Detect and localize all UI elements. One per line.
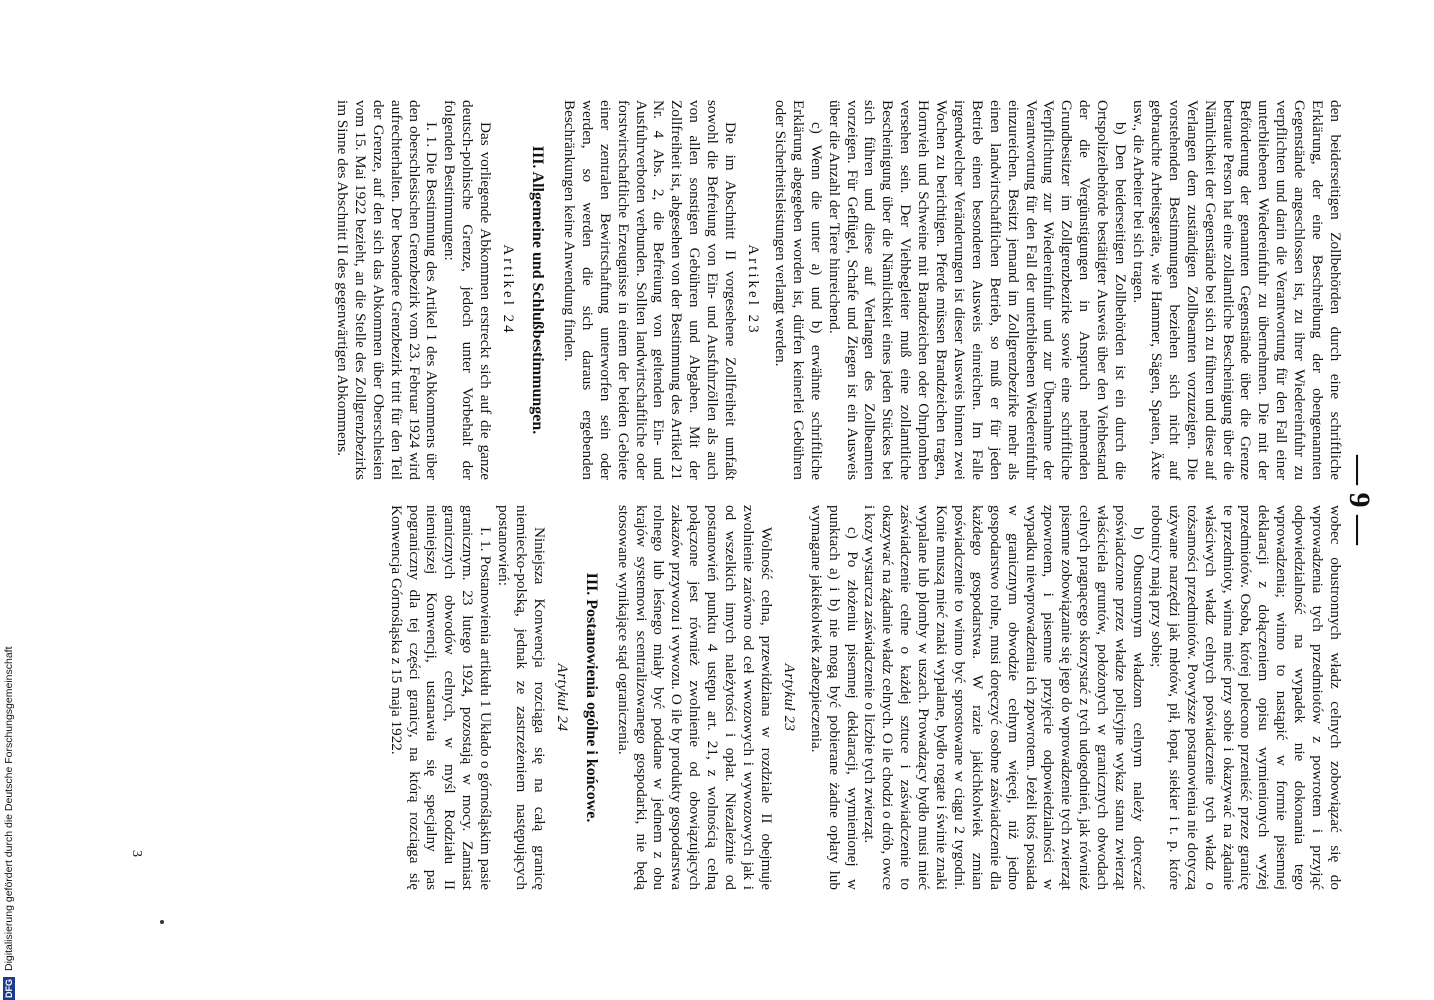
german-paragraph-1: den beiderseitigen Zollbehörden durch eine schriftliche Erklärung, der eine Beschreibung der obengenannten Gegenstände angeschlossen ist, zu ihrer Wiedereinfuhr zu verpflichten und darin die Verantwortung für den Fall einer unterbliebenen Wiedereinfuhr zu übernehmen. Die mit der Beförderung der genannten Gegenstände über die Grenze betraute Person hat eine zollamtliche Bescheinigung über die Nämlichkeit der Gegenstände bei sich zu führen und diese auf Verlangen dem zuständigen Zollbeamten vorzuzeigen. Die vorstehenden Bestimmungen beziehen sich nicht auf gebrauchte Arbeitsgeräte, wie Hammer, Sägen, Spaten, Äxte usw., die Arbeiter bei sich tragen. bbox=[1130, 100, 1344, 480]
german-column bbox=[333, 100, 1344, 480]
digitization-credit bbox=[2, 15, 16, 1000]
polish-paragraph-6: I. 1. Postanowienia artikułu 1 Układo o górnośląskim pasie granicznym. 23 lutego 1924, pozostają w mocy. Zamiast granicznych obwodów celnych, w myśl Rodziału II niemiejszej Konwencji, ustanawia się specjalny pas pograniczny dla tej części granicy, na którą rozciąga się Konwencja Górnośląska z 15 maja 1922. bbox=[387, 505, 495, 890]
german-article-24-heading: Artikel 24 bbox=[500, 244, 517, 336]
polish-article-24-heading: Artykuł 24 bbox=[553, 663, 570, 732]
german-paragraph-5: Das vorliegende Abkommen erstreckt sich auf die ganze deutsch-polnische Grenze, jedoch unter Vorbehalt der folgenden Bestimmungen: bbox=[441, 100, 495, 480]
polish-paragraph-5: Niniejsza Konwencja rozciąga się na całą granicę niemiecko-polską, jednak ze zastrzeżeniem następujących postanowień: bbox=[495, 505, 548, 890]
footer-page-number: 3 bbox=[129, 850, 144, 857]
polish-article-23-heading: Artykuł 23 bbox=[780, 663, 797, 732]
german-section-heading: III. Allgemeine und Schlußbestimmungen. bbox=[529, 145, 547, 435]
digitization-credit-text: Digitalisierung gefördert durch die Deutsche Forschungsgemeinschaft bbox=[3, 646, 15, 971]
german-paragraph-3: c) Wenn die unter a) und b) erwähnte schriftliche Erklärung abgegeben worden ist, dürfen keinerlei Gebühren oder Sicherheitsleistungen verlangt werden. bbox=[771, 100, 825, 480]
polish-section-heading: III. Postanowienia ogólne i końcowe. bbox=[582, 572, 600, 823]
polish-paragraph-2: b) Obustronnym władzom celnym należy doręczać poświadczone przez władze policyjne wykaz stanu zwierząt właściciela gruntów, położonych w granicznych obwodach celnych pragnącego skorzystać z tych udogodnień, jak również pisemne zobowiązanie się jego do wprowadzenie tych zwierząt zpowrotem, i pisemne przyjęcie odpowiedzialności w wypadku niewprowadzenia ich zpowrotem. Jeżeli ktoś posiada w granicznym obwodzie celnym więcej, niż jedno gospodarstwo rolne, musi doręczyć osobne zaświadczenie dla każdego gospodarstwa. W razie jakichkolwiek zmian poświadczenie to winno być sprostowane w ciągu 2 tygodni. Konie muszą mieć znaki wypalane, bydło rogate i świnie znaki wypalane lub plomby w uszach. Prowadzący bydło musi mieć zaświadczenie celne o każdej sztuce i zaświadczenie to okazywać na żądanie władz celnych. O ile chodzi o drób, owce i kozy wystarcza zaświadczenie o liczbie tych zwierząt. bbox=[861, 505, 1148, 891]
dfg-logo: DFG bbox=[4, 979, 14, 998]
polish-paragraph-1: wobec obustronnych władz celnych zobowiązać się do wprowadzenia tych przedmiotów z powrotem i przyjąć odpowiedzialność na wypadek nie dokonania tego wprowadzenia; winno to nastąpić w formie pisemnej deklaracji z dołączeniem opisu wymienionych wyżej przedmiotów. Osoba, której polecono przenieść przez granicę te przedmioty, winna mieć przy sobie i okazywać na żądanie właściwych władz celnych poświadczenie tych władz o tożsamości przedmiotów. Powyższe postanowienia nie dotyczą używane narzędzi jak młotów, pił, łopat, siekier i t. p. które robotnicy mają przy sobie; bbox=[1147, 505, 1344, 890]
german-paragraph-2: b) Den beiderseitigen Zollbehörden ist ein durch die Ortspolizeibehörde bestätigter Ausweis über den Viehbestand der die Vergünstigungen in Anspruch nehmenden Grundbesitzer im Zollgrenzbezirke sowie eine schriftliche Verpflichtung zur Wiedereinfuhr und zur Übernahme der Verantwortung für den Fall der unterbliebenen Wiedereinfuhr einzureichen. Besitzt jemand im Zollgrenzbezirke mehr als einen landwirtschaftlichen Betrieb, so muß er für jeden Betrieb einen besonderen Ausweis einreichen. Im Falle irgendwelcher Veränderungen ist dieser Ausweis binnen zwei Wochen zu berichtigen. Pferde müssen Brandzeichen tragen, Hornvieh und Schweine mit Brandzeichen oder Ohrplomben versehen sein. Der Viehbegleiter muß eine zollamtliche Bescheinigung über die Nämlichkeit eines jeden Stückes bei sich führen und diese auf Verlangen des Zollbeamten vorzeigen. Für Geflügel, Schafe und Ziegen ist ein Ausweis über die Anzahl der Tiere hinreichend. bbox=[825, 100, 1130, 480]
page-number: — 9 — bbox=[1343, 455, 1376, 545]
scan-speck bbox=[160, 920, 164, 924]
german-paragraph-4: Die im Abschnitt II vorgesehene Zollfreiheit umfaßt sowohl die Befreiung von Ein- und Ausfuhrzöllen als auch von allen sonstigen Gebühren und Abgaben. Mit der Zollfreiheit ist, abgesehen von der Bestimmung des Artikel 21 Nr. 4 Abs. 2, die Befreiung von geltenden Ein- und Ausfuhrverboten verbunden. Sollten landwirtschaftliche oder forstwirtschaftliche Erzeugnisse in einem der beiden Gebiete einer zentralen Bewirtschaftung unterworfen sein oder werden, so werden die sich daraus ergebenden Beschränkungen keine Anwendung finden. bbox=[560, 100, 740, 480]
german-paragraph-6: I. 1. Die Bestimmung des Artikel 1 des Abkommens über den oberschlesischen Grenzbezirk vom 23. Februar 1924 wird aufrechterhalten. Der besondere Grenzbezirk tritt für den Teil der Grenze, auf den sich das Abkommen über Oberschlesien vom 15. Mai 1922 bezieht, an die Stelle des Zollgrenzbezirks im Sinne des Abschnitt II des gegenwärtigen Abkommens. bbox=[333, 100, 441, 480]
polish-paragraph-4: Wolność celna, przewidziana w rozdziale II obejmuje zwolnienie zarówno od ceł wwozowych i wywozowych jak i od wszelkich innych należytości i opłat. Niezależnie od postanowień punktu 4 ustępu art. 21, z wolnością celną połączone jest również zwolnienie od obowiązujących zakazów przywozu i wywozu. O ile by produkty gospodarstwa rolnego lub leśnego miały być poddane w jednem z obu krajów systemowi scentralizowanego gospodarki, nie będą stosowane wynikające stąd ograniczenia. bbox=[614, 505, 775, 890]
polish-paragraph-3: c) Po złożeniu pisemnej deklaracji, wymienionej w punktach a) i b) nie mogą być pobierane żadne opłaty lub wymagane jakiekolwiek zabezpieczenia. bbox=[807, 505, 861, 890]
german-article-23-heading: Artikel 23 bbox=[745, 244, 761, 336]
polish-column bbox=[387, 505, 1344, 890]
